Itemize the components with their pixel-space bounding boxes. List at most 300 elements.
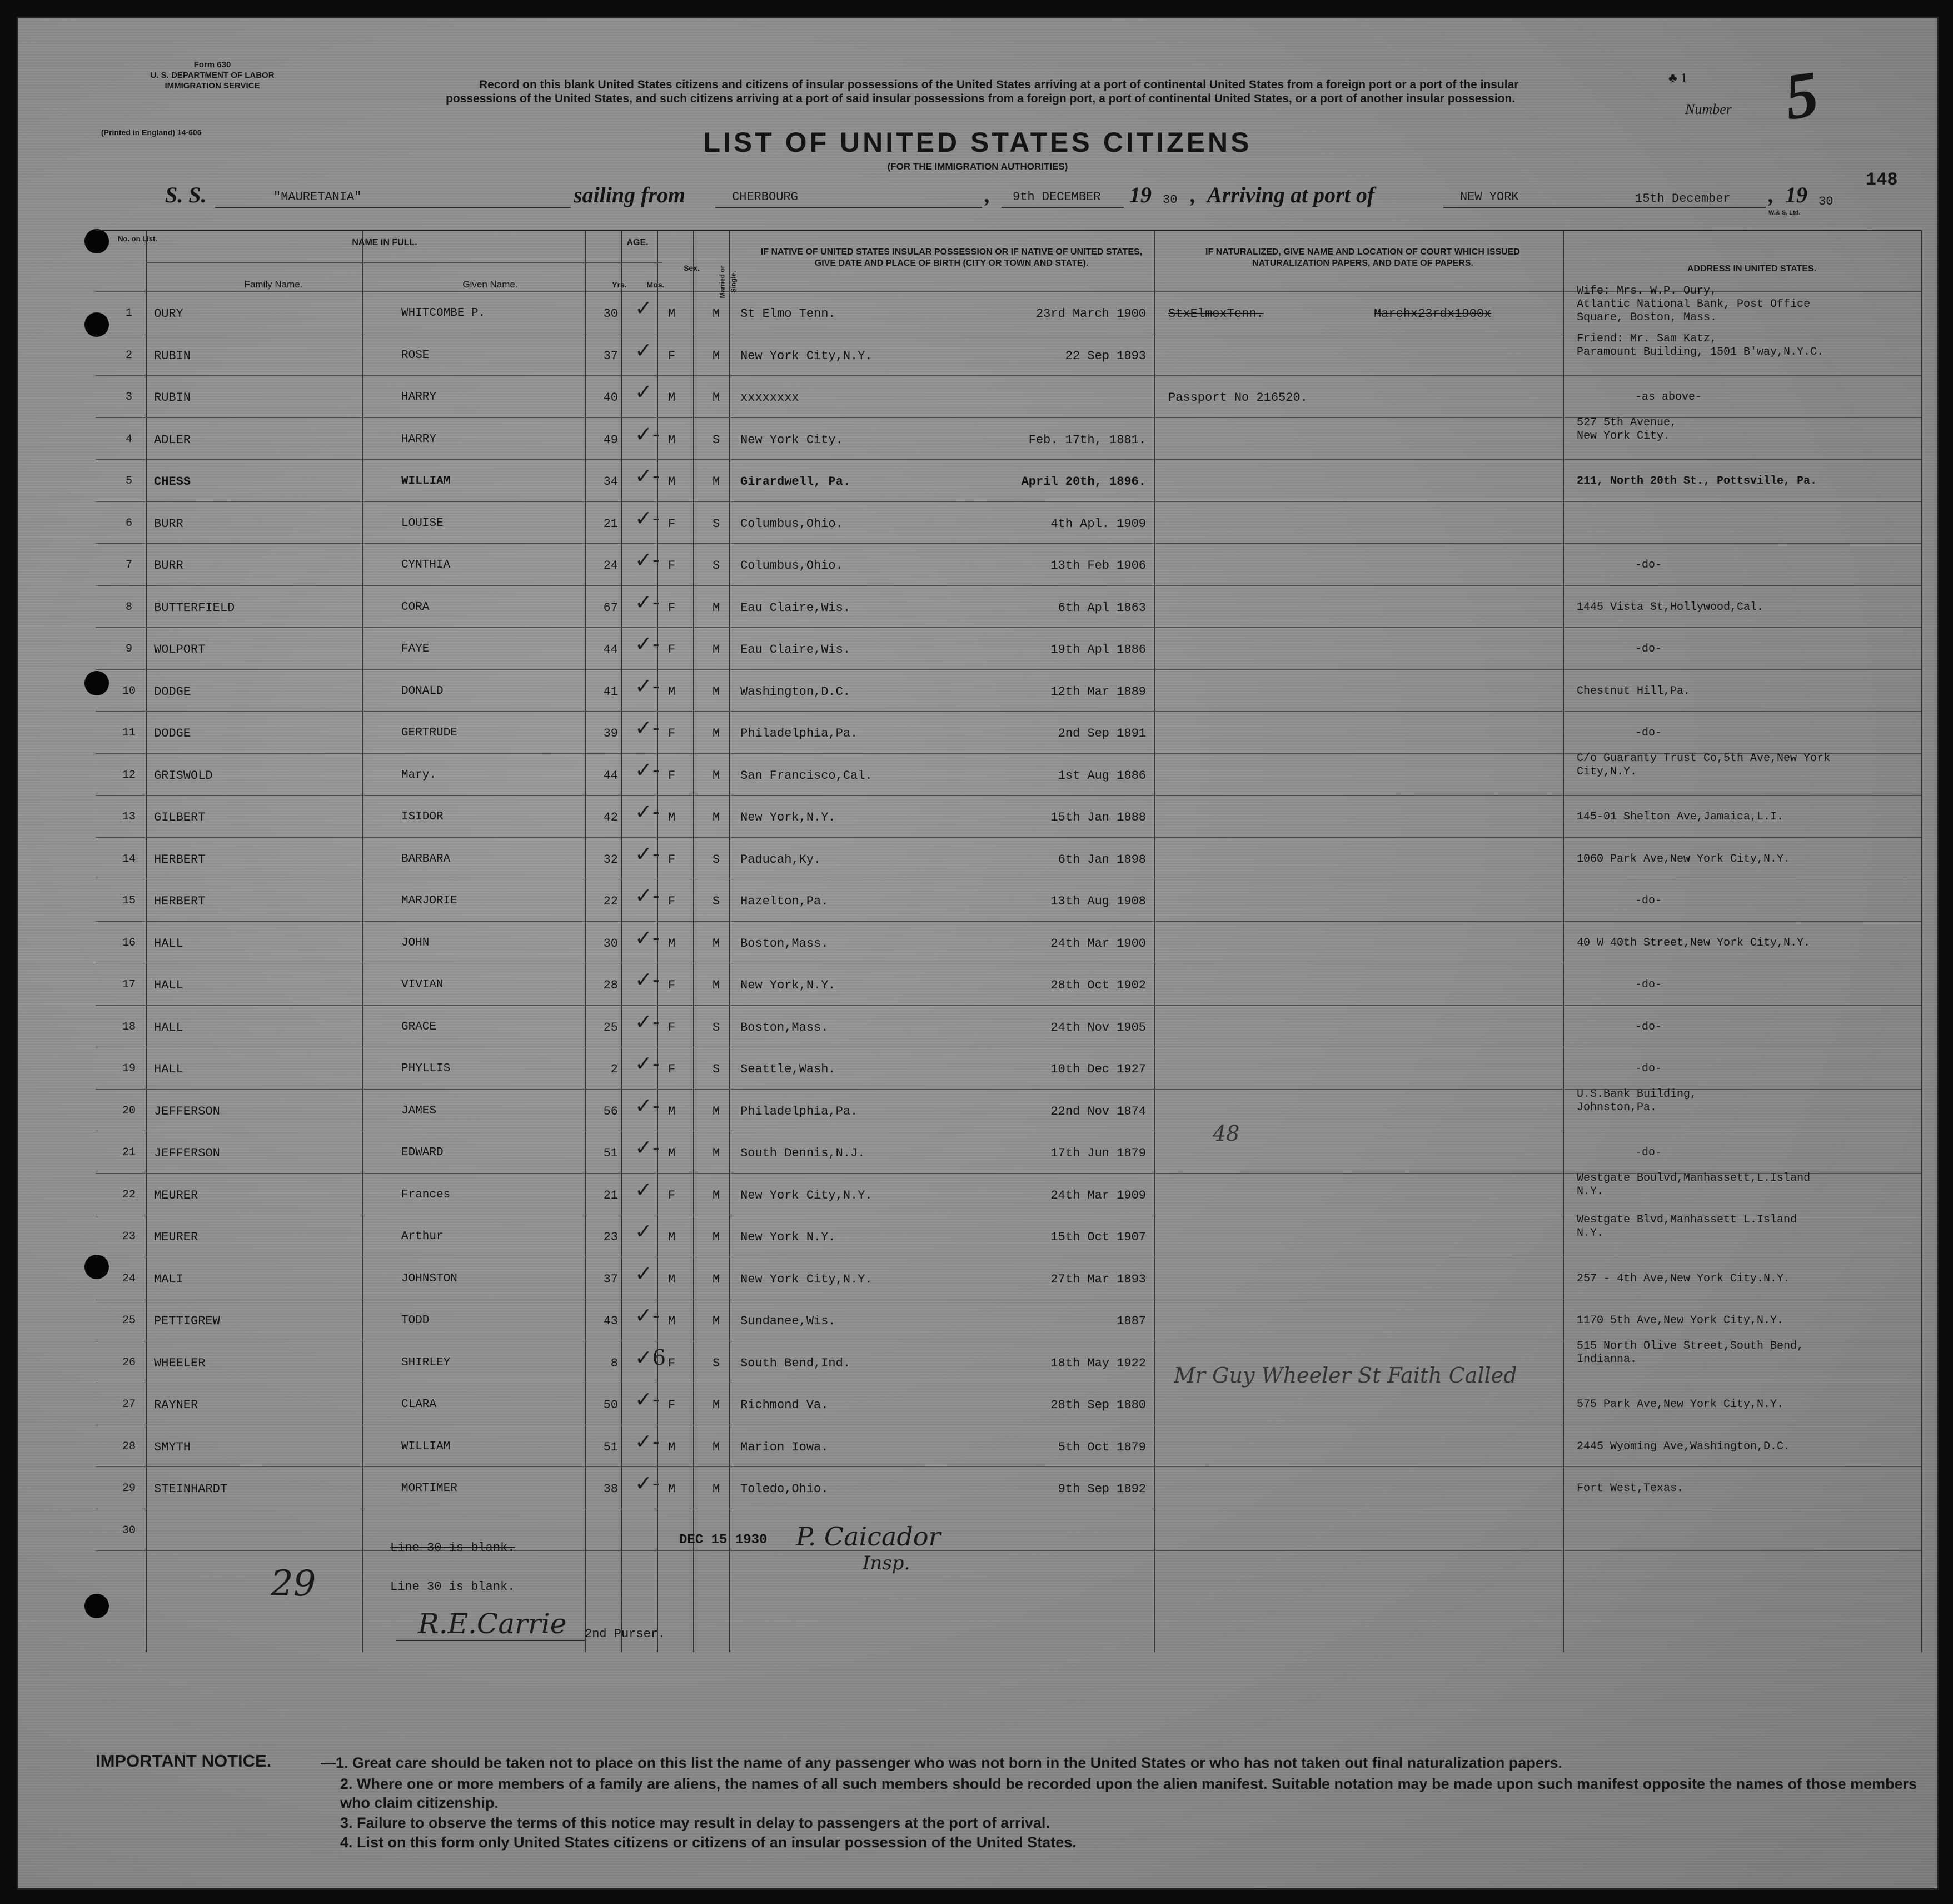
column-rule: [362, 230, 363, 1652]
given-name: GRACE: [401, 1020, 437, 1033]
family-name: BURR: [154, 559, 183, 573]
address-line: Wife: Mrs. W.P. Oury,: [1577, 285, 1717, 297]
naturalization: StxElmoxTenn.: [1168, 307, 1264, 321]
birth-date: 19th Apl 1886: [1050, 643, 1146, 657]
address-line: -do-: [1635, 894, 1662, 907]
address-line: Square, Boston, Mass.: [1577, 311, 1717, 324]
given-name: WHITCOMBE P.: [401, 307, 486, 320]
column-rule: [585, 230, 586, 1652]
age-years: 67: [603, 600, 618, 615]
given-name: MORTIMER: [401, 1482, 457, 1495]
date-underline: [1002, 207, 1124, 208]
arriving-label: Arriving at port of: [1207, 182, 1375, 207]
naturalization-date: Marchx23rdx1900x: [1374, 307, 1492, 321]
row-number: 6: [125, 516, 132, 530]
age-years: 51: [603, 1146, 618, 1160]
age-years: 41: [603, 684, 618, 699]
birth-date: 24th Mar 1900: [1050, 936, 1146, 951]
row-number: 3: [125, 391, 132, 404]
birth-date: 9th Sep 1892: [1058, 1482, 1146, 1496]
ship-name: "MAURETANIA": [273, 190, 362, 204]
given-name: PHYLLIS: [401, 1062, 451, 1075]
date-stamp: DEC 15 1930: [679, 1533, 768, 1548]
row-rule: [96, 837, 1921, 838]
family-name: HALL: [154, 1020, 183, 1035]
sex: M: [668, 1440, 676, 1454]
marital-status: M: [713, 391, 720, 405]
list-number: 5: [1780, 57, 1823, 134]
ship-underline: [215, 207, 571, 208]
department: U. S. DEPARTMENT OF LABOR: [150, 71, 275, 80]
months-tick: ✓-: [635, 632, 660, 656]
address-line: Chestnut Hill,Pa.: [1577, 684, 1691, 698]
months-tick: ✓-: [635, 673, 660, 698]
birth-place: xxxxxxxx: [740, 391, 799, 405]
age-years: 30: [603, 307, 618, 321]
marital-status: M: [713, 1272, 720, 1286]
address-line: -do-: [1635, 1146, 1662, 1159]
months-tick: ✓-: [635, 1429, 660, 1454]
sex: M: [668, 432, 676, 447]
given-name: Frances: [401, 1188, 451, 1201]
row-number: 28: [122, 1440, 136, 1453]
address-line: 211, North 20th St., Pottsville, Pa.: [1577, 475, 1817, 488]
marital-status: M: [713, 1146, 720, 1160]
row-number: 18: [122, 1020, 136, 1033]
months-tick: ✓-: [635, 1387, 660, 1411]
family-name: JEFFERSON: [154, 1104, 220, 1118]
months-tick: ✓-: [635, 757, 660, 782]
sex: F: [668, 978, 676, 992]
column-rule: [1154, 230, 1155, 1652]
age-years: 38: [603, 1482, 618, 1496]
marital-status: S: [713, 559, 720, 573]
given-name: HARRY: [401, 391, 437, 404]
age-years: 43: [603, 1314, 618, 1328]
marital-status: M: [713, 643, 720, 657]
column-rule: [1563, 230, 1564, 1652]
given-name: CLARA: [401, 1398, 437, 1411]
sex: M: [668, 307, 676, 321]
header-naturalized: IF NATURALIZED, GIVE NAME AND LOCATION OF COURT WHICH ISSUED NATURALIZATION PAPERS, AND DATE OF PAPERS.: [1205, 247, 1520, 268]
given-name: ROSE: [401, 349, 430, 362]
punch-hole: [84, 1255, 109, 1279]
given-name: TODD: [401, 1314, 430, 1327]
birth-place: Eau Claire,Wis.: [740, 600, 851, 615]
age-years: 25: [603, 1020, 618, 1035]
birth-date: 27th Mar 1893: [1050, 1272, 1146, 1286]
row-number: 2: [125, 349, 132, 362]
family-name: DODGE: [154, 684, 191, 699]
family-name: GILBERT: [154, 811, 206, 824]
punch-hole: [84, 1594, 109, 1618]
column-rule: [621, 230, 622, 1652]
family-name: MEURER: [154, 1230, 198, 1244]
row-number: 30: [122, 1524, 136, 1537]
row-rule: [96, 459, 1921, 460]
age-years: 21: [603, 1188, 618, 1202]
months-tick: ✓-: [635, 1009, 660, 1034]
page-subtitle: (FOR THE IMMIGRATION AUTHORITIES): [887, 161, 1068, 172]
sex: F: [668, 1188, 676, 1202]
birth-date: 28th Sep 1880: [1050, 1398, 1146, 1412]
birth-place: Hazelton,Pa.: [740, 894, 829, 908]
header-yrs: Yrs.: [612, 280, 627, 289]
header-given: Given Name.: [462, 279, 518, 290]
address-line: N.Y.: [1577, 1185, 1604, 1198]
number-mark: ♣ 1: [1668, 71, 1687, 86]
given-name: DONALD: [401, 684, 444, 698]
column-rule: [729, 230, 730, 1652]
age-years: 49: [603, 432, 618, 447]
months-tick: ✓: [635, 296, 652, 320]
punch-hole: [84, 671, 109, 695]
arrival-port: NEW YORK: [1460, 190, 1519, 204]
months-tick: ✓-: [635, 841, 660, 866]
header-address: ADDRESS IN UNITED STATES.: [1687, 264, 1817, 274]
address-line: -do-: [1635, 978, 1662, 991]
family-name: BURR: [154, 516, 183, 531]
birth-date: 22nd Nov 1874: [1050, 1104, 1146, 1118]
address-line: Westgate Blvd,Manhassett L.Island: [1577, 1214, 1797, 1226]
arrival-underline: [1443, 207, 1766, 208]
row-number: 23: [122, 1230, 136, 1243]
address-line: New York City.: [1577, 429, 1671, 443]
birth-place: San Francisco,Cal.: [740, 768, 873, 783]
marital-status: S: [713, 894, 720, 908]
months-tick: ✓: [635, 1261, 652, 1286]
address-line: 1170 5th Ave,New York City,N.Y.: [1577, 1314, 1784, 1327]
row-number: 24: [122, 1272, 136, 1285]
sex: M: [668, 811, 676, 824]
birth-date: 4th Apl. 1909: [1050, 516, 1146, 531]
address-line: Johnston,Pa.: [1577, 1101, 1657, 1114]
given-name: JOHNSTON: [401, 1272, 457, 1285]
marital-status: M: [713, 768, 720, 783]
address-line: -do-: [1635, 643, 1662, 655]
row-number: 20: [122, 1104, 136, 1117]
birth-date: Feb. 17th, 1881.: [1028, 432, 1146, 447]
family-name: GRISWOLD: [154, 768, 213, 783]
address-line: -do-: [1635, 1020, 1662, 1033]
months-tick: ✓-: [635, 967, 660, 992]
marital-status: S: [713, 1062, 720, 1076]
months-tick: ✓-: [635, 1051, 660, 1076]
line30-struck-text: Line 30 is blank.: [390, 1541, 515, 1555]
marital-status: M: [713, 1188, 720, 1202]
age-years: 44: [603, 768, 618, 783]
age-years: 24: [603, 559, 618, 573]
birth-place: New York City,N.Y.: [740, 1188, 873, 1202]
marital-status: M: [713, 727, 720, 740]
row-number: 25: [122, 1314, 136, 1327]
row-number: 7: [125, 559, 132, 571]
row-rule: [96, 711, 1921, 712]
address-line: -do-: [1635, 559, 1662, 571]
given-name: Arthur: [401, 1230, 444, 1243]
months-tick: ✓-: [635, 421, 660, 446]
header-mos: Mos.: [646, 280, 665, 289]
service: IMMIGRATION SERVICE: [165, 81, 260, 91]
address-line: Indianna.: [1577, 1353, 1637, 1366]
notice-heading: IMPORTANT NOTICE.: [96, 1751, 272, 1771]
age-years: 56: [603, 1104, 618, 1118]
marital-status: M: [713, 1440, 720, 1454]
birth-date: 1887: [1117, 1314, 1146, 1328]
tally-mark: 29: [271, 1563, 316, 1604]
age-years: 44: [603, 643, 618, 657]
birth-date: 15th Oct 1907: [1050, 1230, 1146, 1244]
page-line-number: 148: [1866, 170, 1898, 190]
address-line: -do-: [1635, 727, 1662, 739]
address-line: 145-01 Shelton Ave,Jamaica,L.I.: [1577, 811, 1784, 823]
age-years: 32: [603, 852, 618, 867]
address-line: Westgate Boulvd,Manhassett,L.Island: [1577, 1171, 1811, 1185]
age-years: 39: [603, 727, 618, 740]
months-tick: ✓: [635, 1219, 652, 1244]
family-name: HALL: [154, 1062, 183, 1076]
age-years: 40: [603, 391, 618, 405]
sex: F: [668, 1020, 676, 1035]
birth-date: 24th Mar 1909: [1050, 1188, 1146, 1202]
manifest-sheet: [17, 17, 1939, 1890]
given-name: GERTRUDE: [401, 727, 457, 739]
notice-item-4: 4. List on this form only United States citizens or citizens of an insular possession of the United States.: [340, 1834, 1077, 1851]
notice-item-1: —1. Great care should be taken not to place on this list the name of any passenger who was not born in the United States or who has not taken out final naturalization papers.: [321, 1754, 1562, 1771]
form-meta: [96, 59, 329, 91]
sex: M: [668, 391, 676, 405]
birth-date: 2nd Sep 1891: [1058, 727, 1146, 740]
family-name: CHESS: [154, 475, 191, 489]
birth-place: Richmond Va.: [740, 1398, 829, 1412]
record-instructions: Record on this blank United States citizens and citizens of insular possessions of the United States arriving at a port of continental United States from a foreign port or a port of the insular possessions of the United States, and such citizens arriving at a port of said insular possessions from a foreign port, a port of continental United States, or a port of another insular possession.: [446, 78, 1519, 105]
birth-date: 6th Apl 1863: [1058, 600, 1146, 615]
address-line: C/o Guaranty Trust Co,5th Ave,New York: [1577, 752, 1831, 765]
column-rule: [1921, 230, 1922, 1652]
family-name: SMYTH: [154, 1440, 191, 1454]
birth-place: New York N.Y.: [740, 1230, 836, 1244]
sex: F: [668, 768, 676, 783]
marital-status: S: [713, 1356, 720, 1370]
birth-place: Toledo,Ohio.: [740, 1482, 829, 1496]
column-rule: [693, 230, 694, 1652]
sex: M: [668, 1146, 676, 1160]
marital-status: M: [713, 978, 720, 992]
birth-place: Marion Iowa.: [740, 1440, 829, 1454]
family-name: RUBIN: [154, 391, 191, 405]
sex: F: [668, 852, 676, 867]
age-years: 21: [603, 516, 618, 531]
birth-place: Eau Claire,Wis.: [740, 643, 851, 657]
given-name: SHIRLEY: [401, 1356, 451, 1369]
row-number: 29: [122, 1482, 136, 1495]
comma: ,: [1190, 182, 1196, 207]
row-number: 10: [122, 684, 136, 698]
row-number: 17: [122, 978, 136, 991]
family-name: WOLPORT: [154, 643, 206, 657]
sex: M: [668, 1272, 676, 1286]
marital-status: M: [713, 307, 720, 321]
address-line: U.S.Bank Building,: [1577, 1087, 1697, 1101]
birth-date: 22 Sep 1893: [1065, 349, 1146, 363]
sex: F: [668, 559, 676, 573]
given-name: Mary.: [401, 768, 437, 782]
sex: M: [668, 1314, 676, 1328]
header-age: AGE.: [626, 238, 649, 247]
marital-status: M: [713, 1104, 720, 1118]
birth-date: 15th Jan 1888: [1050, 811, 1146, 824]
purser-line: [396, 1640, 585, 1641]
birth-place: Sundanee,Wis.: [740, 1314, 836, 1328]
address-line: 515 North Olive Street,South Bend,: [1577, 1339, 1804, 1353]
header-no: No. on List.: [118, 235, 157, 243]
marital-status: M: [713, 1482, 720, 1496]
row-number: 11: [122, 727, 136, 739]
months-tick: ✓-: [635, 464, 660, 488]
family-name: WHEELER: [154, 1356, 206, 1370]
sex: M: [668, 1482, 676, 1496]
age-years: 42: [603, 811, 618, 824]
family-name: PETTIGREW: [154, 1314, 220, 1328]
birth-date: 13th Feb 1906: [1050, 559, 1146, 573]
comma: ,: [985, 182, 990, 207]
given-name: ISIDOR: [401, 811, 444, 823]
row-number: 9: [125, 643, 132, 655]
line30-note: Line 30 is blank.: [390, 1580, 515, 1594]
address-line: N.Y.: [1577, 1227, 1604, 1240]
marital-status: M: [713, 475, 720, 489]
age-years: 51: [603, 1440, 618, 1454]
table-top-rule: [96, 230, 1921, 231]
given-name: WILLIAM: [401, 475, 451, 488]
row26-handwritten-note: Mr Guy Wheeler St Faith Called: [1174, 1363, 1517, 1388]
birth-date: 6th Jan 1898: [1058, 852, 1146, 867]
inspector-signature: P. Caicador: [796, 1522, 941, 1552]
sex: F: [668, 643, 676, 657]
family-name: HERBERT: [154, 894, 206, 908]
sex: M: [668, 936, 676, 951]
age-years: 34: [603, 475, 618, 489]
given-name: MARJORIE: [401, 894, 457, 907]
sex: F: [668, 600, 676, 615]
birth-place: New York City,N.Y.: [740, 1272, 873, 1286]
printed-note: (Printed in England) 14-606: [101, 128, 202, 137]
birth-place: Washington,D.C.: [740, 684, 851, 699]
months-tick: ✓: [635, 1177, 652, 1202]
birth-place: New York,N.Y.: [740, 978, 836, 992]
family-name: ADLER: [154, 432, 191, 447]
marital-status: M: [713, 811, 720, 824]
months-tick: ✓-: [635, 883, 660, 908]
address-line: Fort West,Texas.: [1577, 1482, 1684, 1495]
row-number: 16: [122, 936, 136, 949]
address-line: 40 W 40th Street,New York City,N.Y.: [1577, 936, 1811, 949]
family-name: HALL: [154, 978, 183, 992]
family-name: STEINHARDT: [154, 1482, 228, 1496]
year-prefix: 19: [1129, 182, 1152, 207]
row-number: 4: [125, 432, 132, 446]
given-name: HARRY: [401, 432, 437, 446]
given-name: VIVIAN: [401, 978, 444, 991]
row-number: 5: [125, 475, 132, 488]
address-line: 1445 Vista St,Hollywood,Cal.: [1577, 600, 1764, 614]
age-years: 22: [603, 894, 618, 908]
birth-place: Columbus,Ohio.: [740, 559, 843, 573]
marital-status: M: [713, 1398, 720, 1412]
row-rule: [96, 501, 1921, 502]
family-name: JEFFERSON: [154, 1146, 220, 1160]
age-years: 50: [603, 1398, 618, 1412]
given-name: LOUISE: [401, 516, 444, 530]
address-line: -as above-: [1635, 391, 1702, 404]
marital-status: M: [713, 1230, 720, 1244]
row-rule: [96, 543, 1921, 544]
column-rule: [146, 230, 147, 1652]
months-tick: ✓-: [635, 1093, 660, 1118]
header-name: NAME IN FULL.: [352, 238, 417, 247]
age-years: 30: [603, 936, 618, 951]
marital-status: M: [713, 1314, 720, 1328]
birth-date: 1st Aug 1886: [1058, 768, 1146, 783]
months-tick: ✓-: [635, 589, 660, 614]
sex: F: [668, 349, 676, 363]
arrival-year: 30: [1819, 195, 1834, 208]
ss-label: S. S.: [165, 182, 207, 207]
given-name: BARBARA: [401, 852, 451, 866]
inspector-title: Insp.: [863, 1552, 910, 1574]
given-name: WILLIAM: [401, 1440, 451, 1453]
family-name: RUBIN: [154, 349, 191, 363]
address-line: Atlantic National Bank, Post Office: [1577, 298, 1811, 311]
marital-status: S: [713, 852, 720, 867]
sex: F: [668, 1062, 676, 1076]
family-name: HERBERT: [154, 852, 206, 867]
birth-date: 10th Dec 1927: [1050, 1062, 1146, 1076]
row-rule: [96, 669, 1921, 670]
arrival-date: 15th December: [1635, 192, 1731, 206]
months-tick: ✓-: [635, 715, 660, 740]
months-tick: ✓-: [635, 505, 660, 530]
family-name: DODGE: [154, 727, 191, 740]
birth-date: 18th May 1922: [1050, 1356, 1146, 1370]
row-number: 21: [122, 1146, 136, 1159]
punch-hole: [84, 229, 109, 253]
birth-place: St Elmo Tenn.: [740, 307, 836, 321]
marital-status: M: [713, 936, 720, 951]
sex: F: [668, 1398, 676, 1412]
age-years: 2: [610, 1062, 618, 1076]
from-port: CHERBOURG: [732, 190, 798, 204]
birth-place: Paducah,Ky.: [740, 852, 821, 867]
address-line: Friend: Mr. Sam Katz,: [1577, 332, 1717, 345]
row-rule: [96, 627, 1921, 628]
header-birth: IF NATIVE OF UNITED STATES INSULAR POSSESSION OR IF NATIVE OF UNITED STATES, GIVE DATE AND PLACE OF BIRTH (CITY OR TOWN AND STATE).: [760, 247, 1143, 268]
row-rule: [96, 1005, 1921, 1006]
months-tick: ✓-: [635, 1135, 660, 1160]
given-name: JOHN: [401, 936, 430, 949]
birth-place: South Dennis,N.J.: [740, 1146, 865, 1160]
depart-date: 9th DECEMBER: [1013, 190, 1101, 204]
row-number: 12: [122, 768, 136, 782]
birth-place: Columbus,Ohio.: [740, 516, 843, 531]
family-name: HALL: [154, 936, 183, 951]
depart-year: 30: [1163, 193, 1178, 207]
birth-place: Philadelphia,Pa.: [740, 1104, 858, 1118]
marital-status: M: [713, 600, 720, 615]
given-name: EDWARD: [401, 1146, 444, 1159]
comma: ,: [1768, 182, 1774, 207]
months-tick: ✓-: [635, 799, 660, 824]
